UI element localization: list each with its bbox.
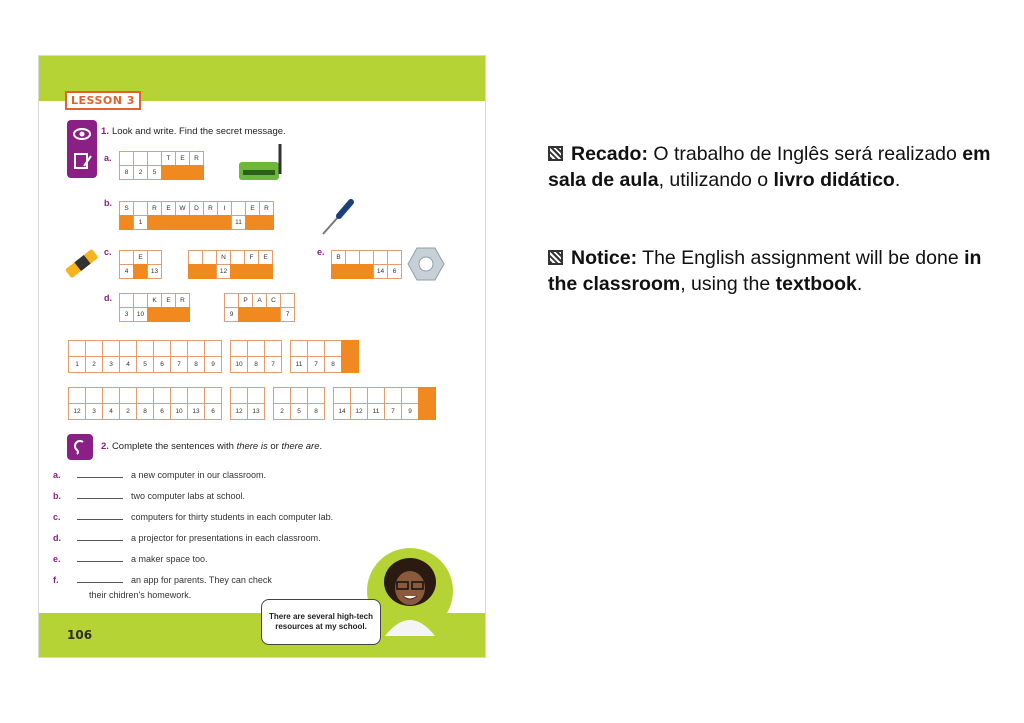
- letter-cell[interactable]: [133, 201, 148, 216]
- task1-instruction: 1. Look and write. Find the secret message.: [101, 126, 286, 137]
- hex-nut-icon: [407, 246, 445, 287]
- letter-cell[interactable]: E: [245, 201, 260, 216]
- letter-cell[interactable]: [345, 250, 360, 265]
- number-cell: 6: [387, 264, 402, 279]
- letter-cell[interactable]: [133, 293, 148, 308]
- answer-cell[interactable]: [350, 387, 368, 404]
- answer-cell[interactable]: [264, 340, 282, 357]
- number-cell: [331, 264, 346, 279]
- letter-cell[interactable]: E: [161, 201, 176, 216]
- number-cell: 11: [231, 215, 246, 230]
- utility-knife-icon: [61, 244, 103, 289]
- sentence-f: f. an app for parents. They can check: [53, 575, 272, 585]
- message-word: [231, 341, 282, 373]
- sentence-a: a. a new computer in our classroom.: [53, 470, 267, 480]
- letter-cell[interactable]: [231, 201, 246, 216]
- answer-cell[interactable]: [102, 340, 120, 357]
- letter-cell[interactable]: [147, 151, 162, 166]
- letter-cell[interactable]: R: [203, 201, 218, 216]
- letter-cell[interactable]: C: [266, 293, 281, 308]
- code-cell: 11: [367, 403, 385, 420]
- number-cell: [266, 307, 281, 322]
- message-word: [231, 388, 265, 420]
- number-cell: [188, 264, 203, 279]
- code-cell: 13: [187, 403, 205, 420]
- letter-cell[interactable]: R: [147, 201, 162, 216]
- number-cell: [161, 165, 176, 180]
- letter-cell[interactable]: E: [161, 293, 176, 308]
- answer-cell[interactable]: [68, 340, 86, 357]
- code-cell: 10: [230, 356, 248, 373]
- message-word: [69, 388, 222, 420]
- letter-cell[interactable]: R: [189, 151, 204, 166]
- answer-cell[interactable]: [247, 387, 265, 404]
- letter-cell[interactable]: K: [147, 293, 162, 308]
- item-label-e: e.: [317, 247, 325, 257]
- code-cell: 6: [153, 403, 171, 420]
- letter-cell[interactable]: [188, 250, 203, 265]
- answer-cell[interactable]: [119, 340, 137, 357]
- note-portuguese: Recado: O trabalho de Inglês será realizado em sala de aula, utilizando o livro didático.: [548, 143, 991, 191]
- message-word: [334, 388, 436, 420]
- answer-cell[interactable]: [204, 340, 222, 357]
- number-cell: [119, 215, 134, 230]
- code-cell: 6: [204, 403, 222, 420]
- answer-cell[interactable]: [187, 387, 205, 404]
- answer-cell[interactable]: [247, 340, 265, 357]
- puzzle-e: [332, 251, 402, 279]
- code-cell: [341, 356, 359, 373]
- speech-bubble: There are several high-tech resources at my school.: [261, 599, 381, 645]
- number-cell: [147, 215, 162, 230]
- sentence-e: e. a maker space too.: [53, 554, 208, 564]
- letter-cell[interactable]: R: [175, 293, 190, 308]
- letter-cell[interactable]: [202, 250, 217, 265]
- letter-cell[interactable]: S: [119, 201, 134, 216]
- code-cell: 2: [273, 403, 291, 420]
- letter-cell[interactable]: [230, 250, 245, 265]
- code-cell: 7: [170, 356, 188, 373]
- code-cell: [418, 403, 436, 420]
- letter-cell[interactable]: [119, 293, 134, 308]
- letter-cell[interactable]: R: [259, 201, 274, 216]
- number-cell: 12: [216, 264, 231, 279]
- eye-icon: [67, 120, 97, 178]
- answer-cell[interactable]: [418, 387, 436, 404]
- note-english: Notice: The English assignment will be done in the classroom, using the textbook.: [548, 247, 982, 295]
- letter-cell[interactable]: [133, 151, 148, 166]
- code-cell: 7: [307, 356, 325, 373]
- puzzle-d-word1: [120, 294, 190, 322]
- code-cell: 8: [307, 403, 325, 420]
- number-cell: 7: [280, 307, 295, 322]
- code-cell: 1: [68, 356, 86, 373]
- letter-cell[interactable]: T: [161, 151, 176, 166]
- number-cell: 14: [373, 264, 388, 279]
- number-cell: [202, 264, 217, 279]
- code-cell: 12: [350, 403, 368, 420]
- answer-cell[interactable]: [307, 387, 325, 404]
- number-cell: 8: [119, 165, 134, 180]
- answer-cell[interactable]: [384, 387, 402, 404]
- code-cell: 6: [153, 356, 171, 373]
- answer-cell[interactable]: [85, 387, 103, 404]
- letter-cell[interactable]: B: [331, 250, 346, 265]
- number-cell: 13: [147, 264, 162, 279]
- answer-cell[interactable]: [136, 387, 154, 404]
- router-icon: [237, 142, 287, 189]
- code-cell: 12: [68, 403, 86, 420]
- code-cell: 10: [170, 403, 188, 420]
- code-cell: 9: [401, 403, 419, 420]
- letter-cell[interactable]: [119, 151, 134, 166]
- letter-cell[interactable]: [119, 250, 134, 265]
- code-cell: 5: [136, 356, 154, 373]
- answer-cell[interactable]: [153, 387, 171, 404]
- number-cell: [252, 307, 267, 322]
- code-cell: 4: [119, 356, 137, 373]
- item-label-d: d.: [104, 293, 112, 303]
- sentence-b: b. two computer labs at school.: [53, 491, 246, 501]
- letter-cell[interactable]: [373, 250, 388, 265]
- item-label-a: a.: [104, 153, 112, 163]
- letter-cell[interactable]: N: [216, 250, 231, 265]
- answer-cell[interactable]: [153, 340, 171, 357]
- code-cell: 3: [85, 403, 103, 420]
- letter-cell[interactable]: E: [175, 151, 190, 166]
- letter-cell[interactable]: D: [189, 201, 204, 216]
- number-cell: [259, 215, 274, 230]
- letter-cell[interactable]: W: [175, 201, 190, 216]
- number-cell: [203, 215, 218, 230]
- answer-cell[interactable]: [119, 387, 137, 404]
- number-cell: [189, 215, 204, 230]
- answer-cell[interactable]: [273, 387, 291, 404]
- number-cell: [189, 165, 204, 180]
- sentence-d: d. a projector for presentations in each classroom.: [53, 533, 321, 543]
- code-cell: 8: [324, 356, 342, 373]
- code-cell: 11: [290, 356, 308, 373]
- code-cell: 8: [247, 356, 265, 373]
- number-cell: [175, 165, 190, 180]
- number-cell: [258, 264, 273, 279]
- answer-cell[interactable]: [187, 340, 205, 357]
- answer-cell[interactable]: [341, 340, 359, 357]
- number-cell: [238, 307, 253, 322]
- number-cell: [244, 264, 259, 279]
- secret-message-row1: [69, 341, 368, 373]
- answer-cell[interactable]: [307, 340, 325, 357]
- hatched-square-icon: [548, 250, 563, 265]
- number-cell: [175, 215, 190, 230]
- code-cell: 8: [187, 356, 205, 373]
- secret-message-row2: [69, 388, 445, 420]
- code-cell: 4: [102, 403, 120, 420]
- number-cell: [359, 264, 374, 279]
- message-word: [274, 388, 325, 420]
- code-cell: 14: [333, 403, 351, 420]
- letter-cell[interactable]: I: [217, 201, 232, 216]
- letter-cell[interactable]: E: [258, 250, 273, 265]
- item-label-c: c.: [104, 247, 112, 257]
- number-cell: 2: [133, 165, 148, 180]
- number-cell: [230, 264, 245, 279]
- number-cell: [161, 215, 176, 230]
- answer-cell[interactable]: [324, 340, 342, 357]
- message-word: [291, 341, 359, 373]
- puzzle-c-word2: [189, 251, 273, 279]
- number-cell: [133, 264, 148, 279]
- number-cell: 1: [133, 215, 148, 230]
- number-cell: 3: [119, 307, 134, 322]
- code-cell: 9: [204, 356, 222, 373]
- answer-cell[interactable]: [290, 387, 308, 404]
- puzzle-c-word1: [120, 251, 162, 279]
- code-cell: 2: [119, 403, 137, 420]
- number-cell: 4: [119, 264, 134, 279]
- answer-cell[interactable]: [102, 387, 120, 404]
- puzzle-d-word2: [225, 294, 295, 322]
- answer-cell[interactable]: [230, 340, 248, 357]
- answer-cell[interactable]: [230, 387, 248, 404]
- letter-cell[interactable]: [387, 250, 402, 265]
- code-cell: 8: [136, 403, 154, 420]
- letter-cell[interactable]: A: [252, 293, 267, 308]
- number-cell: 5: [147, 165, 162, 180]
- number-cell: [345, 264, 360, 279]
- letter-cell[interactable]: [359, 250, 374, 265]
- hatched-square-icon: [548, 146, 563, 161]
- code-cell: 3: [102, 356, 120, 373]
- answer-cell[interactable]: [85, 340, 103, 357]
- letter-cell[interactable]: E: [133, 250, 148, 265]
- answer-cell[interactable]: [401, 387, 419, 404]
- sentence-f-continued: their chidren's homework.: [89, 590, 192, 600]
- answer-cell[interactable]: [68, 387, 86, 404]
- task2-instruction: 2. Complete the sentences with there is or there are.: [101, 441, 323, 452]
- textbook-page: [38, 55, 486, 658]
- letter-cell[interactable]: P: [238, 293, 253, 308]
- answer-cell[interactable]: [136, 340, 154, 357]
- code-cell: 7: [384, 403, 402, 420]
- sentence-c: c. computers for thirty students in each computer lab.: [53, 512, 334, 522]
- answer-cell[interactable]: [170, 387, 188, 404]
- answer-cell[interactable]: [290, 340, 308, 357]
- number-cell: [245, 215, 260, 230]
- letter-cell[interactable]: [224, 293, 239, 308]
- ear-icon: [67, 434, 93, 460]
- number-cell: 9: [224, 307, 239, 322]
- code-cell: 7: [264, 356, 282, 373]
- puzzle-a: [120, 152, 204, 180]
- answer-cell[interactable]: [204, 387, 222, 404]
- number-cell: [175, 307, 190, 322]
- number-cell: [161, 307, 176, 322]
- page-number: 106: [67, 628, 93, 642]
- code-cell: 13: [247, 403, 265, 420]
- answer-cell[interactable]: [333, 387, 351, 404]
- number-cell: [217, 215, 232, 230]
- item-label-b: b.: [104, 198, 112, 208]
- letter-cell[interactable]: F: [244, 250, 259, 265]
- screwdriver-icon: [319, 198, 355, 243]
- code-cell: 12: [230, 403, 248, 420]
- puzzle-b: [120, 202, 274, 230]
- number-cell: 10: [133, 307, 148, 322]
- message-word: [69, 341, 222, 373]
- lesson-badge: LESSON 3: [65, 91, 141, 110]
- code-cell: 2: [85, 356, 103, 373]
- answer-cell[interactable]: [170, 340, 188, 357]
- code-cell: 5: [290, 403, 308, 420]
- letter-cell[interactable]: [147, 250, 162, 265]
- number-cell: [147, 307, 162, 322]
- answer-cell[interactable]: [367, 387, 385, 404]
- letter-cell[interactable]: [280, 293, 295, 308]
